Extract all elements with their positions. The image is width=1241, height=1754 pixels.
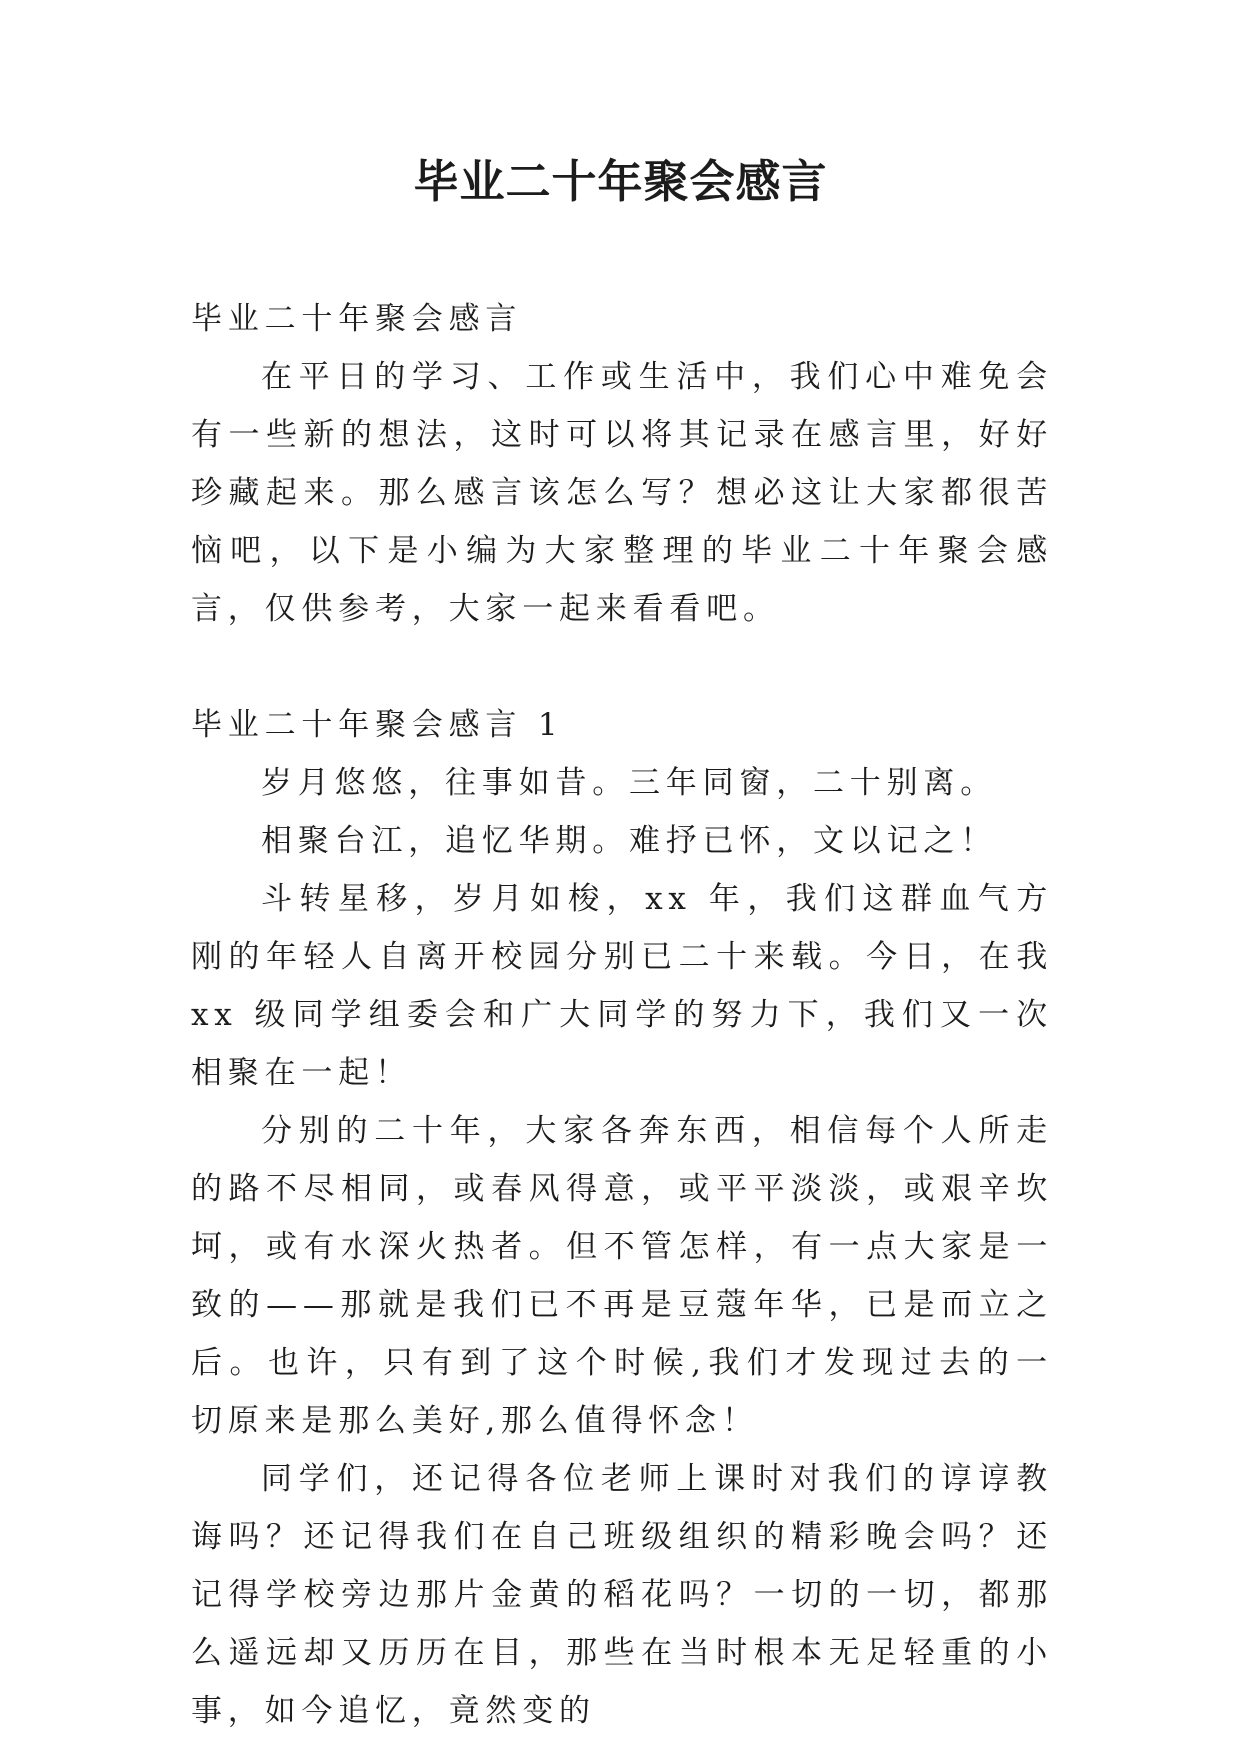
section-heading: 毕业二十年聚会感言 1	[191, 707, 564, 743]
intro-paragraph: 在平日的学习、工作或生活中，我们心中难免会有一些新的想法，这时可以将其记录在感言里，好好珍藏起来。那么感言该怎么写？想必这让大家都很苦恼吧，以下是小编为大家整理的毕业二十年聚会感言，仅供参考，大家一起来看看吧。	[191, 359, 1053, 627]
paragraph-5: 同学们，还记得各位老师上课时对我们的谆谆教诲吗？还记得我们在自己班级组织的精彩晚会吗？还记得学校旁边那片金黄的稻花吗？一切的一切，都那么遥远却又历历在目，那些在当时根本无足轻重的小事，如今追忆，竟然变的	[191, 1461, 1053, 1729]
paragraph-3: 斗转星移，岁月如梭，xx 年，我们这群血气方刚的年轻人自离开校园分别已二十来载。今日，在我 xx 级同学组委会和广大同学的努力下，我们又一次相聚在一起！	[191, 881, 1053, 1091]
subtitle-line: 毕业二十年聚会感言	[191, 301, 523, 337]
paragraph-1: 岁月悠悠，往事如昔。三年同窗，二十别离。	[261, 765, 997, 801]
document-title: 毕业二十年聚会感言	[413, 155, 828, 208]
document-body	[191, 290, 1053, 1740]
paragraph-2: 相聚台江，追忆华期。难抒已怀，文以记之！	[261, 823, 997, 859]
paragraph-4: 分别的二十年，大家各奔东西，相信每个人所走的路不尽相同，或春风得意，或平平淡淡，或艰辛坎坷，或有水深火热者。但不管怎样，有一点大家是一致的——那就是我们已不再是豆蔻年华，已是而立之后。也许，只有到了这个时候,我们才发现过去的一切原来是那么美好,那么值得怀念！	[191, 1113, 1053, 1439]
